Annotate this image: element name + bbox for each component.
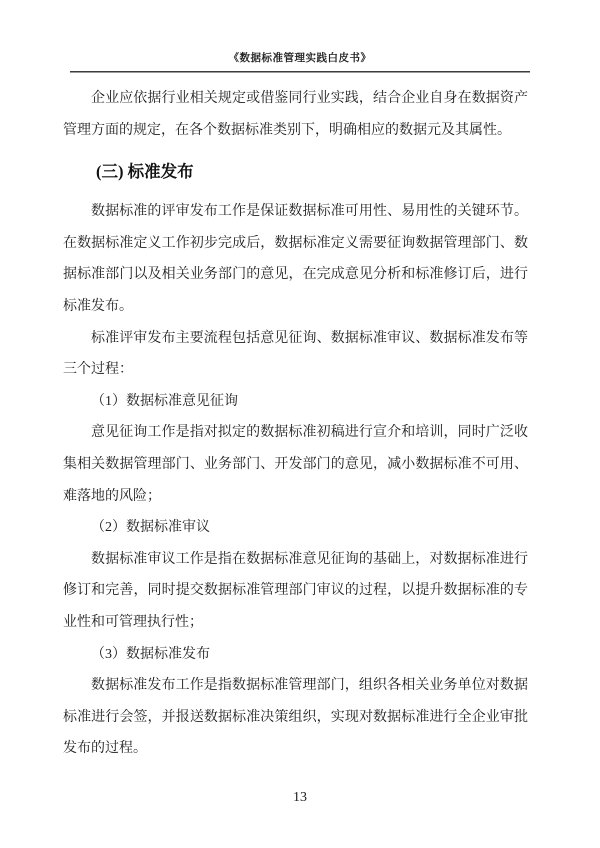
list-item-3-body: 数据标准发布工作是指数据标准管理部门，组织各相关业务单位对数据标准进行会签，并报送数据标准决策组织，实现对数据标准进行全企业审批发布的过程。 bbox=[63, 678, 528, 757]
list-item-2-title: （2）数据标准审议 bbox=[91, 520, 210, 536]
list-item-1-body: 意见征询工作是指对拟定的数据标准初稿进行宣介和培训，同时广泛收集相关数据管理部门、业务部门、开发部门的意见，减小数据标准不可用、难落地的风险； bbox=[63, 425, 528, 504]
list-item-2-body: 数据标准审议工作是指在数据标准意见征询的基础上，对数据标准进行修订和完善，同时提交数据标准管理部门审议的过程，以提升数据标准的专业性和可管理执行性； bbox=[63, 551, 528, 630]
intro-paragraph: 企业应依据行业相关规定或借鉴同行业实践，结合企业自身在数据资产管理方面的规定，在各个数据标准类别下，明确相应的数据元及其属性。 bbox=[63, 91, 528, 138]
section-heading-standard-release: (三) 标准发布 bbox=[96, 162, 194, 182]
list-item-1-title: （1）数据标准意见征询 bbox=[91, 393, 238, 409]
paragraph-process-overview: 标准评审发布主要流程包括意见征询、数据标准审议、数据标准发布等三个过程： bbox=[63, 330, 528, 378]
list-item-3-title: （3）数据标准发布 bbox=[91, 646, 210, 662]
running-header-title: 《数据标准管理实践白皮书》 bbox=[228, 53, 372, 64]
page-body bbox=[63, 83, 528, 765]
page-number: 13 bbox=[293, 790, 307, 805]
header-rule bbox=[70, 71, 530, 73]
paragraph-review-release: 数据标准的评审发布工作是保证数据标准可用性、易用性的关键环节。在数据标准定义工作初步完成后，数据标准定义需要征询数据管理部门、数据标准部门以及相关业务部门的意见，在完成意见分析和标准修订后，进行标准发布。 bbox=[63, 204, 528, 314]
